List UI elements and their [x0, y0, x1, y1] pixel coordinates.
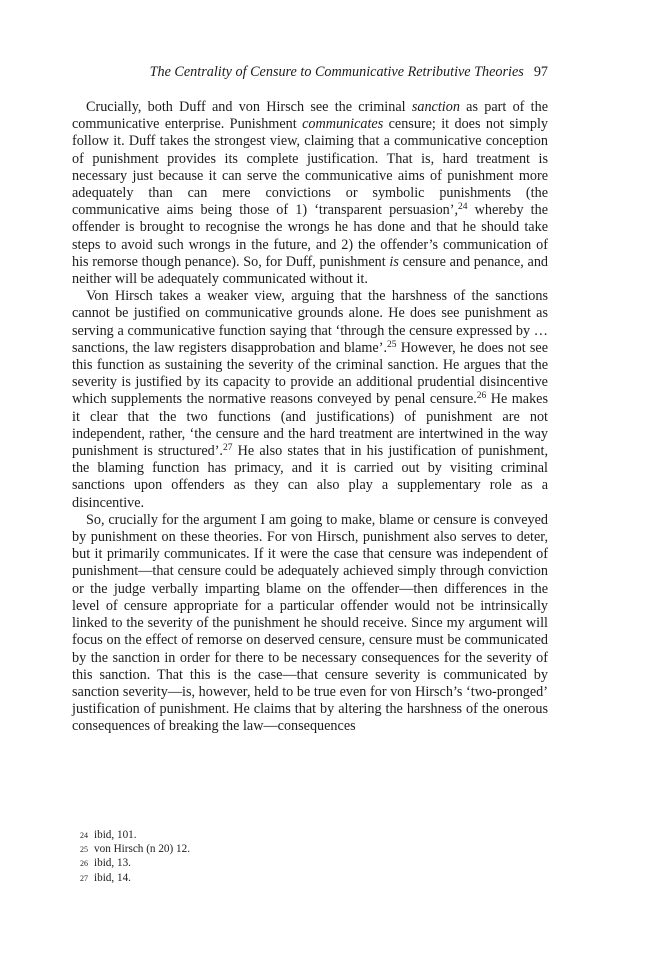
page	[72, 62, 548, 736]
footnote: 25 von Hirsch (n 20) 12.	[80, 843, 191, 856]
text-run: However, he does not see this function as sustaining the severity of the criminal sanction. He argues that the severity is justified by its capacity to provide an additional prudential disincentive which supplements the normative reasons conveyed by penal censure.	[72, 339, 548, 408]
body-text	[72, 99, 548, 736]
footnote: 26 ibid, 13.	[80, 857, 131, 870]
text-run: He makes it clear that the two functions (and justifications) of punishment are not independent, rather, ‘the censure and the hard treatment are intertwined in the way punishment is structured’.	[72, 391, 548, 460]
text-run: So, crucially for the argument I am going to make, blame or censure is conveyed by punishment on these theories. For von Hirsch, punishment also serves to deter, but it primarily communicates. If it were the case that censure was independent of punishment—that censure could be adequately achieved simply through conviction or the judge verbally imparting blame on the offender—then differences in the level of censure appropriate for a particular offender would not be intrinsically linked to the severity of the punishment he should receive. Since my argument will focus on the effect of remorse on deserved censure, censure must be communicated by the sanction in order for there to be necessary consequences for the severity of this sanction. That this is the case—that censure severity is communicated by sanction severity—is, however, held to be true even for von Hirsch’s ‘two-pronged’ justification of punishment. He claims that by altering the harshness of the onerous consequences of breaking the law—consequences	[72, 511, 548, 735]
running-title: The Centrality of Censure to Communicative Retributive Theories	[149, 64, 524, 80]
text-run: He also states that in his justification of punishment, the blaming function has primacy, and it is carried out by visiting criminal sanctions upon offenders as they can also play a supplementary role as a disincentive.	[72, 443, 548, 511]
footnote-text: ibid, 13.	[94, 857, 131, 870]
footnote-ref: 26	[476, 391, 487, 402]
paragraph	[72, 99, 548, 288]
text-run: Crucially, both Duff and von Hirsch see the criminal	[86, 99, 412, 115]
italic-text: communicates	[302, 116, 384, 133]
footnote-text: ibid, 14.	[94, 871, 131, 884]
footnote-ref: 24	[458, 202, 468, 213]
footnote-text: von Hirsch (n 20) 12.	[94, 843, 191, 856]
footnotes	[80, 828, 190, 885]
paragraph	[72, 512, 548, 736]
footnote: 24 ibid, 101.	[80, 829, 137, 841]
italic-text: sanction	[411, 99, 460, 115]
italic-text: is	[389, 253, 399, 270]
text-run: Von Hirsch takes a weaker view, arguing that the harshness of the sanctions cannot be justified on communicative grounds alone. He does see punishment as serving a communicative function saying that ‘through the censure expressed by … sanctions, the law registers disapprobation and blame’.	[72, 288, 548, 356]
footnote-ref: 25	[387, 339, 397, 350]
text-run: censure; it does not simply follow it. Duff takes the strongest view, claiming that a communicative conception of punishment provides its complete justification. That is, hard treatment is necessary just because it can serve the communicative aims of punishment more adequately than can mere convictions or symbolic punishments (the communicative aims being those of 1) ‘transparent persuasion’,	[72, 116, 548, 219]
text-run: censure and penance, and neither will be adequately communicated without it.	[72, 253, 549, 288]
footnote-ref: 27	[222, 443, 233, 454]
footnote: 27 ibid, 14.	[80, 871, 131, 884]
page-number: 97	[533, 64, 548, 80]
footnote-text: ibid, 101.	[94, 829, 137, 841]
paragraph	[72, 288, 548, 512]
running-head	[72, 62, 548, 82]
text-run: whereby the offender is brought to recognise the wrongs he has done and that he should take steps to avoid such wrongs in the future, and 2) the offender’s communication of his remorse though penance). So, for Duff, punishment	[72, 202, 549, 270]
text-run: as part of the communicative enterprise. Punishment	[72, 99, 548, 133]
